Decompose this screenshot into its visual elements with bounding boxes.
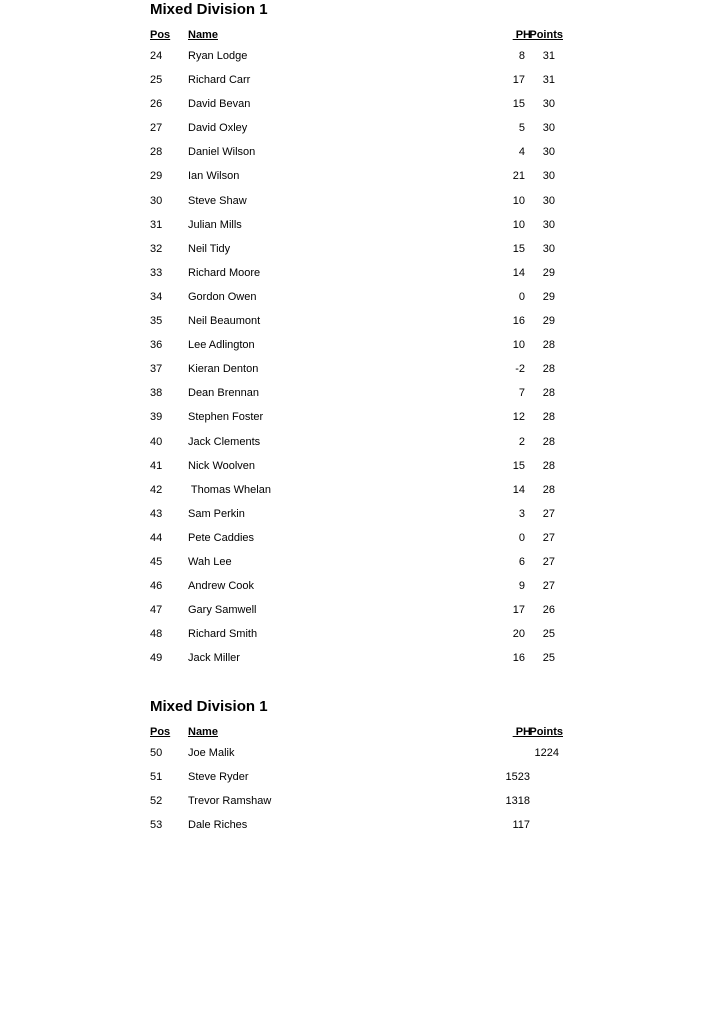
table-row	[150, 819, 570, 843]
ph-cell: 1318	[505, 795, 530, 808]
points-cell: 31	[542, 50, 555, 62]
name-cell: Gordon Owen	[188, 290, 257, 303]
pos-cell: 37	[150, 363, 163, 376]
ph-cell: 7	[518, 387, 525, 400]
points-cell: 28	[542, 459, 555, 472]
table-row	[150, 795, 570, 819]
points-cell: 27	[542, 580, 555, 593]
pos-cell: 28	[150, 146, 163, 159]
points-cell: 26	[542, 604, 555, 617]
ph-cell: 15	[512, 98, 525, 111]
table-row	[150, 315, 570, 339]
points-cell: 28	[542, 483, 555, 496]
points-cell: 27	[542, 555, 555, 568]
name-cell: Julian Mills	[188, 218, 242, 231]
pos-cell: 46	[150, 580, 163, 593]
section-title: Mixed Division 1	[150, 698, 268, 715]
col-header-ph: PH	[512, 29, 531, 41]
table-row	[150, 146, 570, 170]
table-row	[150, 98, 570, 122]
name-cell: David Oxley	[188, 122, 248, 135]
pos-cell: 45	[150, 555, 163, 568]
ph-cell: 0	[518, 290, 525, 303]
pos-cell: 26	[150, 98, 163, 111]
table-body	[150, 747, 570, 843]
col-header-pos: Pos	[150, 726, 171, 738]
ph-cell: 3	[518, 507, 525, 520]
ph-cell: 6	[518, 555, 525, 568]
pos-cell: 30	[150, 194, 163, 207]
pos-cell: 31	[150, 218, 163, 231]
points-cell: 25	[542, 652, 555, 665]
pos-cell: 44	[150, 531, 163, 544]
points-cell: 28	[542, 363, 555, 376]
points-cell: 30	[542, 146, 555, 159]
points-cell: 30	[542, 98, 555, 111]
ph-cell: 16	[512, 315, 525, 328]
pos-cell: 53	[150, 819, 163, 832]
table-header	[150, 29, 570, 42]
points-cell: 28	[542, 435, 555, 448]
ph-cell: -2	[515, 363, 525, 376]
table-row	[150, 195, 570, 219]
pos-cell: 47	[150, 604, 163, 617]
name-cell: Neil Tidy	[188, 242, 231, 255]
ph-cell: 10	[512, 218, 525, 231]
table-row	[150, 411, 570, 435]
table-row	[150, 771, 570, 795]
points-cell: 29	[542, 266, 555, 279]
table-row	[150, 556, 570, 580]
name-cell: Thomas Whelan	[188, 483, 271, 496]
ph-cell: 5	[518, 122, 525, 135]
table-row	[150, 652, 570, 676]
pos-cell: 29	[150, 170, 163, 183]
pos-cell: 39	[150, 411, 163, 424]
ph-cell: 12	[512, 411, 525, 424]
points-cell: 31	[542, 74, 555, 87]
ph-cell: 17	[512, 74, 525, 87]
table-row	[150, 243, 570, 267]
table-row	[150, 74, 570, 98]
ph-cell: 17	[512, 604, 525, 617]
points-cell: 30	[542, 122, 555, 135]
name-cell: Lee Adlington	[188, 339, 255, 352]
col-header-name: Name	[188, 726, 218, 738]
ph-cell: 2	[518, 435, 525, 448]
name-cell: Pete Caddies	[188, 531, 255, 544]
table-row	[150, 219, 570, 243]
name-cell: Dean Brennan	[188, 387, 259, 400]
table-row	[150, 436, 570, 460]
ph-cell: 9	[518, 580, 525, 593]
pos-cell: 49	[150, 652, 163, 665]
table-row	[150, 170, 570, 194]
pos-cell: 40	[150, 435, 163, 448]
name-cell: Jack Clements	[188, 435, 261, 448]
name-cell: Kieran Denton	[188, 363, 259, 376]
name-cell: Jack Miller	[188, 652, 240, 665]
pos-cell: 33	[150, 266, 163, 279]
section-title: Mixed Division 1	[150, 1, 268, 18]
points-cell: 30	[542, 170, 555, 183]
table-row	[150, 580, 570, 604]
points-cell: 28	[542, 387, 555, 400]
ph-cell: 4	[518, 146, 525, 159]
col-header-points: Points	[529, 726, 563, 738]
table-row	[150, 122, 570, 146]
pos-cell: 25	[150, 74, 163, 87]
col-header-points: Points	[529, 29, 563, 41]
name-cell: Andrew Cook	[188, 580, 255, 593]
points-cell: 29	[542, 290, 555, 303]
name-cell: David Bevan	[188, 98, 251, 111]
table-body	[150, 50, 570, 676]
pos-cell: 52	[150, 795, 163, 808]
name-cell: Trevor Ramshaw	[188, 795, 272, 808]
name-cell: Steve Shaw	[188, 194, 247, 207]
pos-cell: 36	[150, 339, 163, 352]
ph-cell: 15	[512, 242, 525, 255]
table-row	[150, 291, 570, 315]
table-row	[150, 267, 570, 291]
ph-cell: 0	[518, 531, 525, 544]
ph-cell: 8	[518, 50, 525, 62]
name-cell: Stephen Foster	[188, 411, 264, 424]
points-cell: 30	[542, 194, 555, 207]
table-row	[150, 508, 570, 532]
points-cell: 27	[542, 507, 555, 520]
points-cell: 28	[542, 411, 555, 424]
name-cell: Steve Ryder	[188, 771, 249, 784]
pos-cell: 51	[150, 771, 163, 784]
table-row	[150, 484, 570, 508]
pos-cell: 41	[150, 459, 163, 472]
table-row	[150, 460, 570, 484]
name-cell: Wah Lee	[188, 555, 232, 568]
ph-cell: 117	[512, 819, 530, 832]
name-cell: Richard Moore	[188, 266, 261, 279]
table-row	[150, 339, 570, 363]
name-cell: Ryan Lodge	[188, 50, 248, 62]
ph-cell: 14	[512, 266, 525, 279]
pos-cell: 50	[150, 747, 163, 759]
table-row	[150, 747, 570, 771]
points-cell: 1224	[534, 747, 559, 759]
table-row	[150, 604, 570, 628]
table-row	[150, 363, 570, 387]
table-row	[150, 387, 570, 411]
points-cell: 28	[542, 339, 555, 352]
table-row	[150, 532, 570, 556]
name-cell: Daniel Wilson	[188, 146, 256, 159]
table-header	[150, 726, 570, 739]
points-cell: 30	[542, 218, 555, 231]
ph-cell: 21	[512, 170, 525, 183]
ph-cell: 10	[512, 339, 525, 352]
ph-cell: 15	[512, 459, 525, 472]
ph-cell: 14	[512, 483, 525, 496]
pos-cell: 32	[150, 242, 163, 255]
points-cell: 29	[542, 315, 555, 328]
points-cell: 30	[542, 242, 555, 255]
col-header-pos: Pos	[150, 29, 171, 41]
ph-cell: 20	[512, 628, 525, 641]
pos-cell: 34	[150, 290, 163, 303]
pos-cell: 43	[150, 507, 163, 520]
pos-cell: 35	[150, 315, 163, 328]
points-cell: 25	[542, 628, 555, 641]
ph-cell: 16	[512, 652, 525, 665]
name-cell: Gary Samwell	[188, 604, 257, 617]
name-cell: Richard Carr	[188, 74, 251, 87]
pos-cell: 42	[150, 483, 163, 496]
table-row	[150, 50, 570, 74]
ph-cell: 10	[512, 194, 525, 207]
name-cell: Nick Woolven	[188, 459, 256, 472]
name-cell: Neil Beaumont	[188, 315, 261, 328]
name-cell: Dale Riches	[188, 819, 248, 832]
name-cell: Ian Wilson	[188, 170, 240, 183]
ph-cell: 1523	[505, 771, 530, 784]
name-cell: Joe Malik	[188, 747, 235, 759]
name-cell: Sam Perkin	[188, 507, 245, 520]
pos-cell: 24	[150, 50, 163, 62]
pos-cell: 38	[150, 387, 163, 400]
name-cell: Richard Smith	[188, 628, 258, 641]
pos-cell: 27	[150, 122, 163, 135]
pos-cell: 48	[150, 628, 163, 641]
points-cell: 27	[542, 531, 555, 544]
table-row	[150, 628, 570, 652]
col-header-name: Name	[188, 29, 218, 41]
col-header-ph: PH	[512, 726, 531, 738]
